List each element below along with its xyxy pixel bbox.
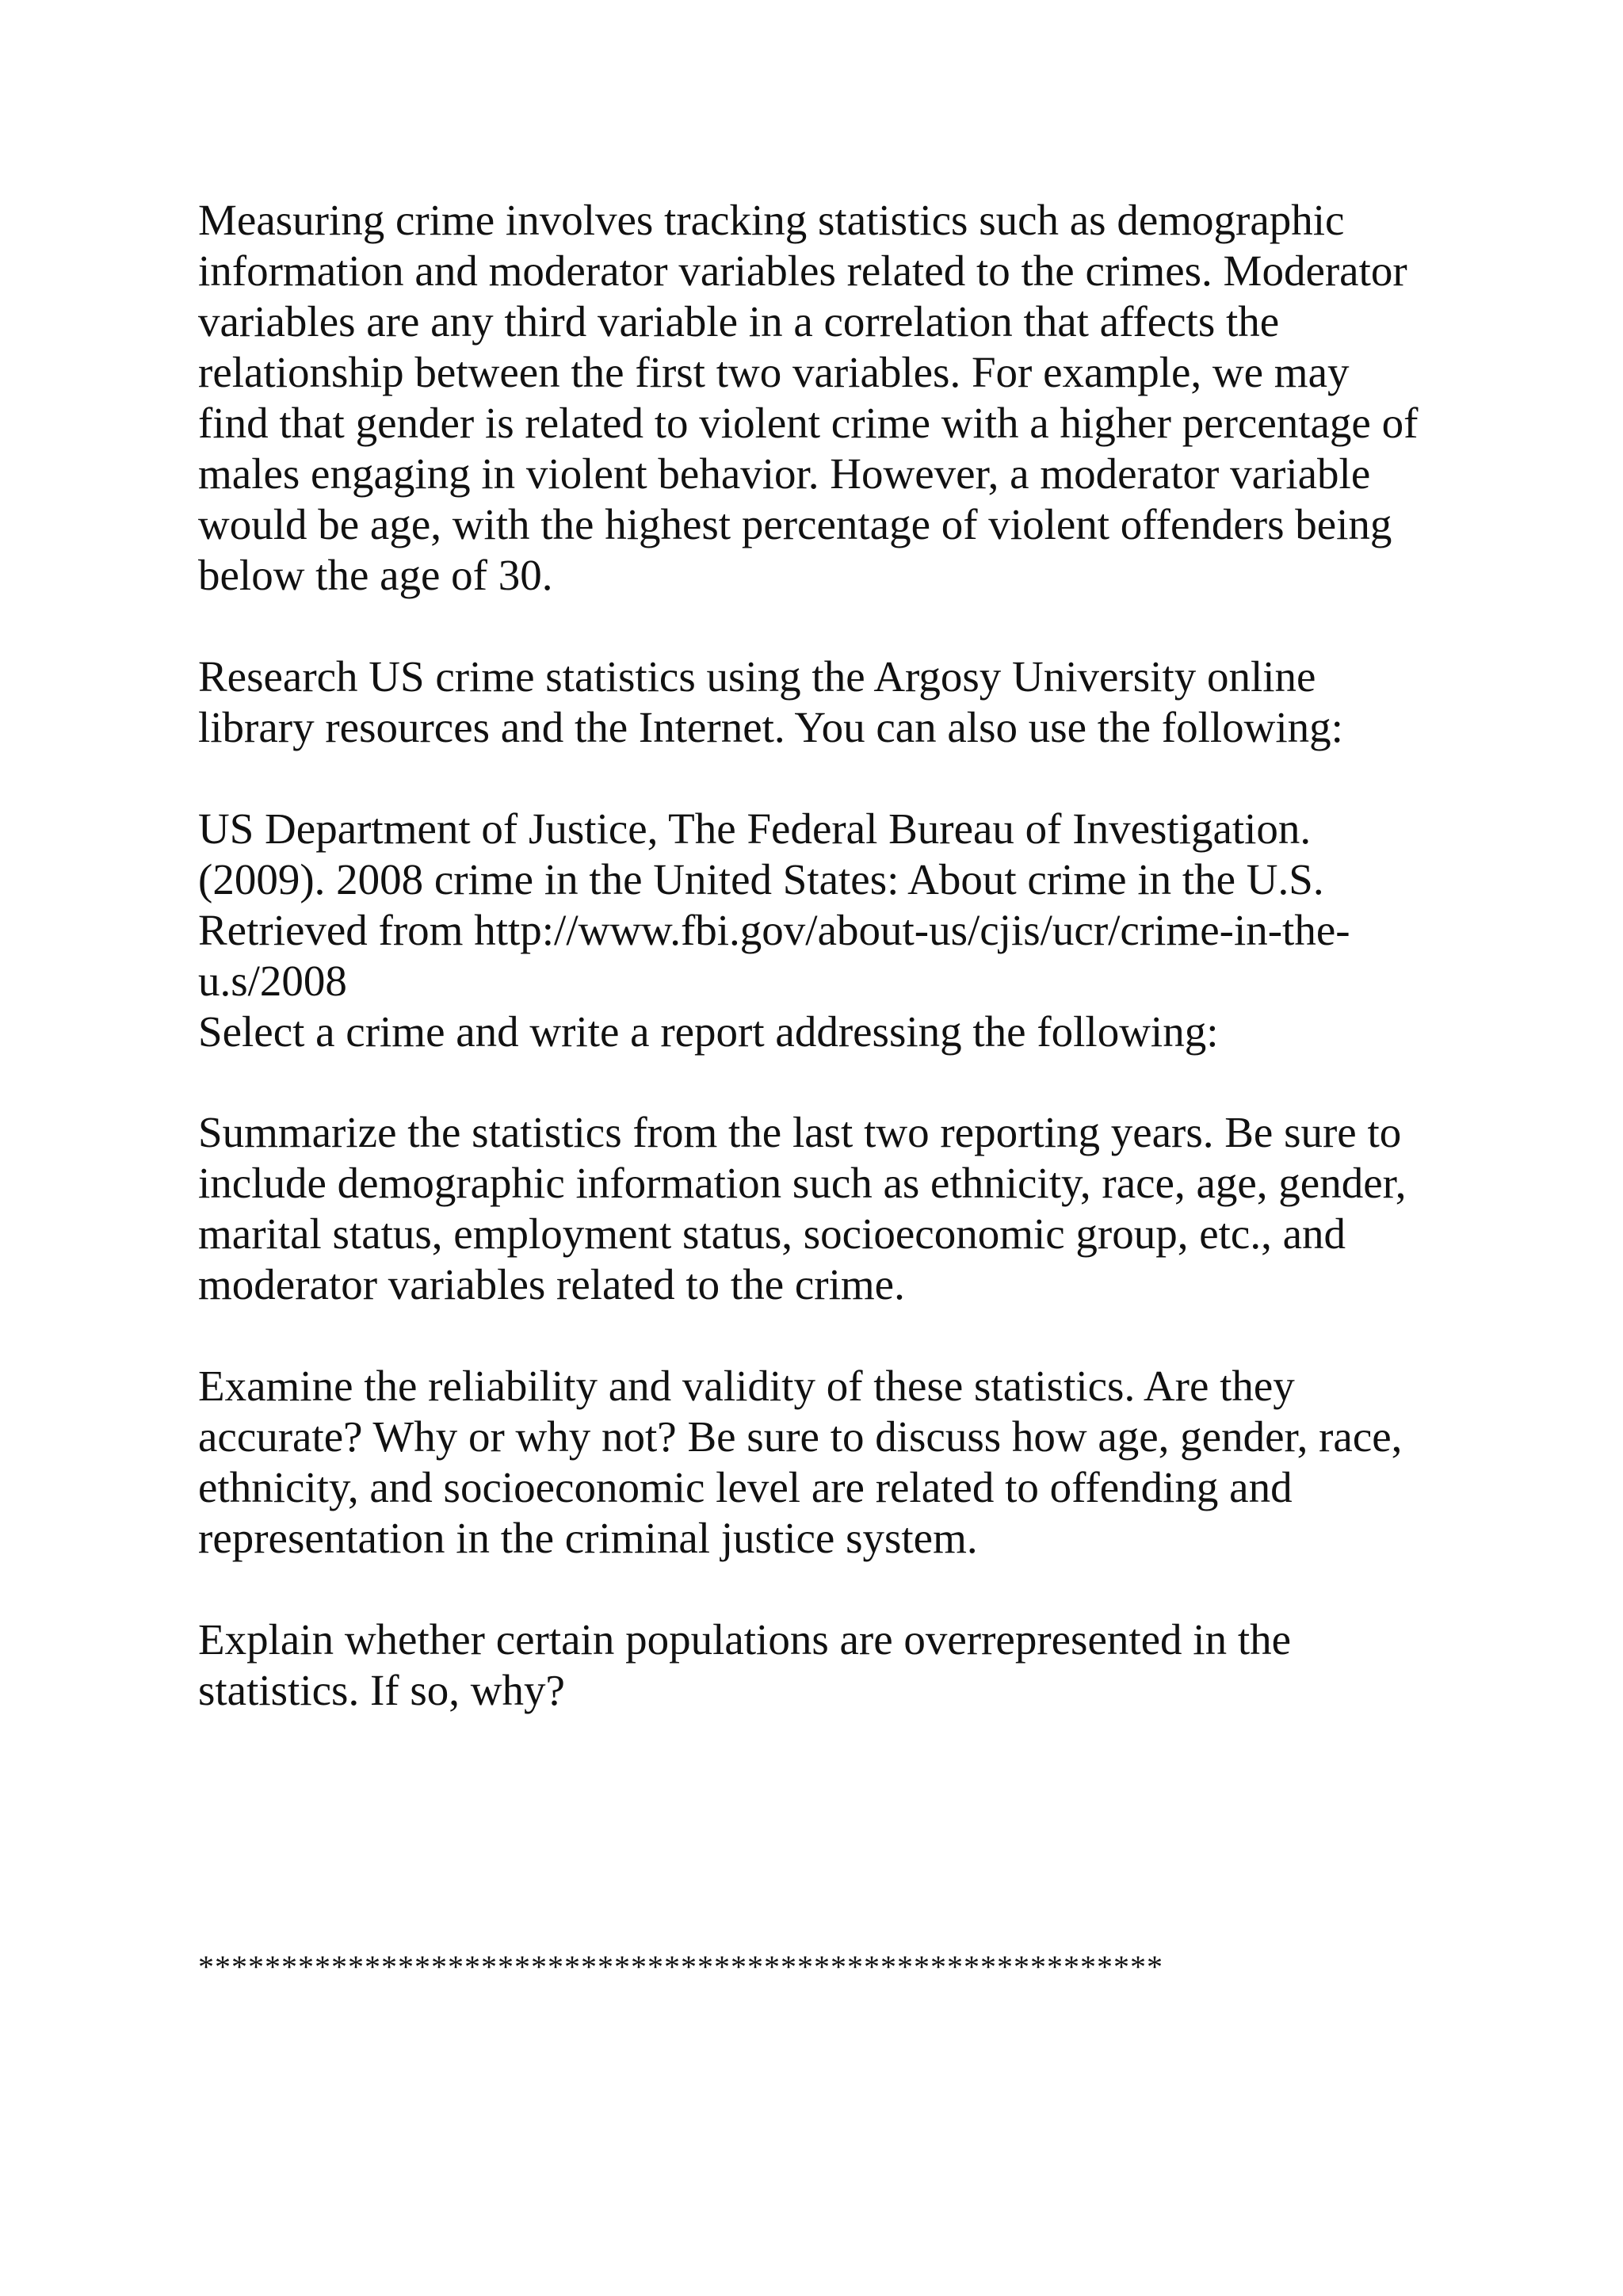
paragraph-moderator-variables	[198, 195, 1466, 601]
text-line: library resources and the Internet. You can also use the following:	[198, 703, 1343, 751]
text-line: statistics. If so, why?	[198, 1666, 565, 1714]
paragraph-explain-task	[198, 1614, 1466, 1716]
text-line: would be age, with the highest percentage of violent offenders being	[198, 500, 1392, 548]
text-line: Research US crime statistics using the Argosy University online	[198, 652, 1316, 701]
text-line: Select a crime and write a report addressing the following:	[198, 1007, 1219, 1056]
text-line: marital status, employment status, socioeconomic group, etc., and	[198, 1209, 1346, 1258]
text-line: below the age of 30.	[198, 551, 553, 599]
text-line: moderator variables related to the crime.	[198, 1260, 905, 1308]
text-line: (2009). 2008 crime in the United States: About crime in the U.S.	[198, 855, 1324, 904]
text-line: include demographic information such as ethnicity, race, age, gender,	[198, 1159, 1407, 1207]
text-line: representation in the criminal justice system.	[198, 1514, 978, 1562]
text-line: relationship between the first two variables. For example, we may	[198, 348, 1350, 396]
paragraph-research-instructions	[198, 651, 1466, 753]
paragraph-reference	[198, 804, 1466, 1057]
paragraph-summarize-task	[198, 1107, 1466, 1310]
text-line: males engaging in violent behavior. However, a moderator variable	[198, 449, 1371, 498]
text-line: information and moderator variables related to the crimes. Moderator	[198, 246, 1407, 295]
reference-url-line: Retrieved from http://www.fbi.gov/about-us/cjis/ucr/crime-in-the-	[198, 906, 1350, 954]
text-line: accurate? Why or why not? Be sure to discuss how age, gender, race,	[198, 1412, 1403, 1461]
text-line: ethnicity, and socioeconomic level are related to offending and	[198, 1463, 1293, 1511]
text-line: variables are any third variable in a correlation that affects the	[198, 297, 1280, 346]
text-line: Summarize the statistics from the last two reporting years. Be sure to	[198, 1108, 1402, 1156]
text-line: Explain whether certain populations are overrepresented in the	[198, 1615, 1292, 1664]
text-line: US Department of Justice, The Federal Bureau of Investigation.	[198, 804, 1312, 853]
text-line: Measuring crime involves tracking statistics such as demographic	[198, 196, 1345, 244]
reference-url-line: u.s/2008	[198, 957, 347, 1005]
text-line: Examine the reliability and validity of these statistics. Are they	[198, 1362, 1295, 1410]
text-line: find that gender is related to violent crime with a higher percentage of	[198, 399, 1419, 447]
asterisk-divider: **********************************************************	[198, 1949, 1163, 1985]
paragraph-examine-task	[198, 1361, 1466, 1564]
